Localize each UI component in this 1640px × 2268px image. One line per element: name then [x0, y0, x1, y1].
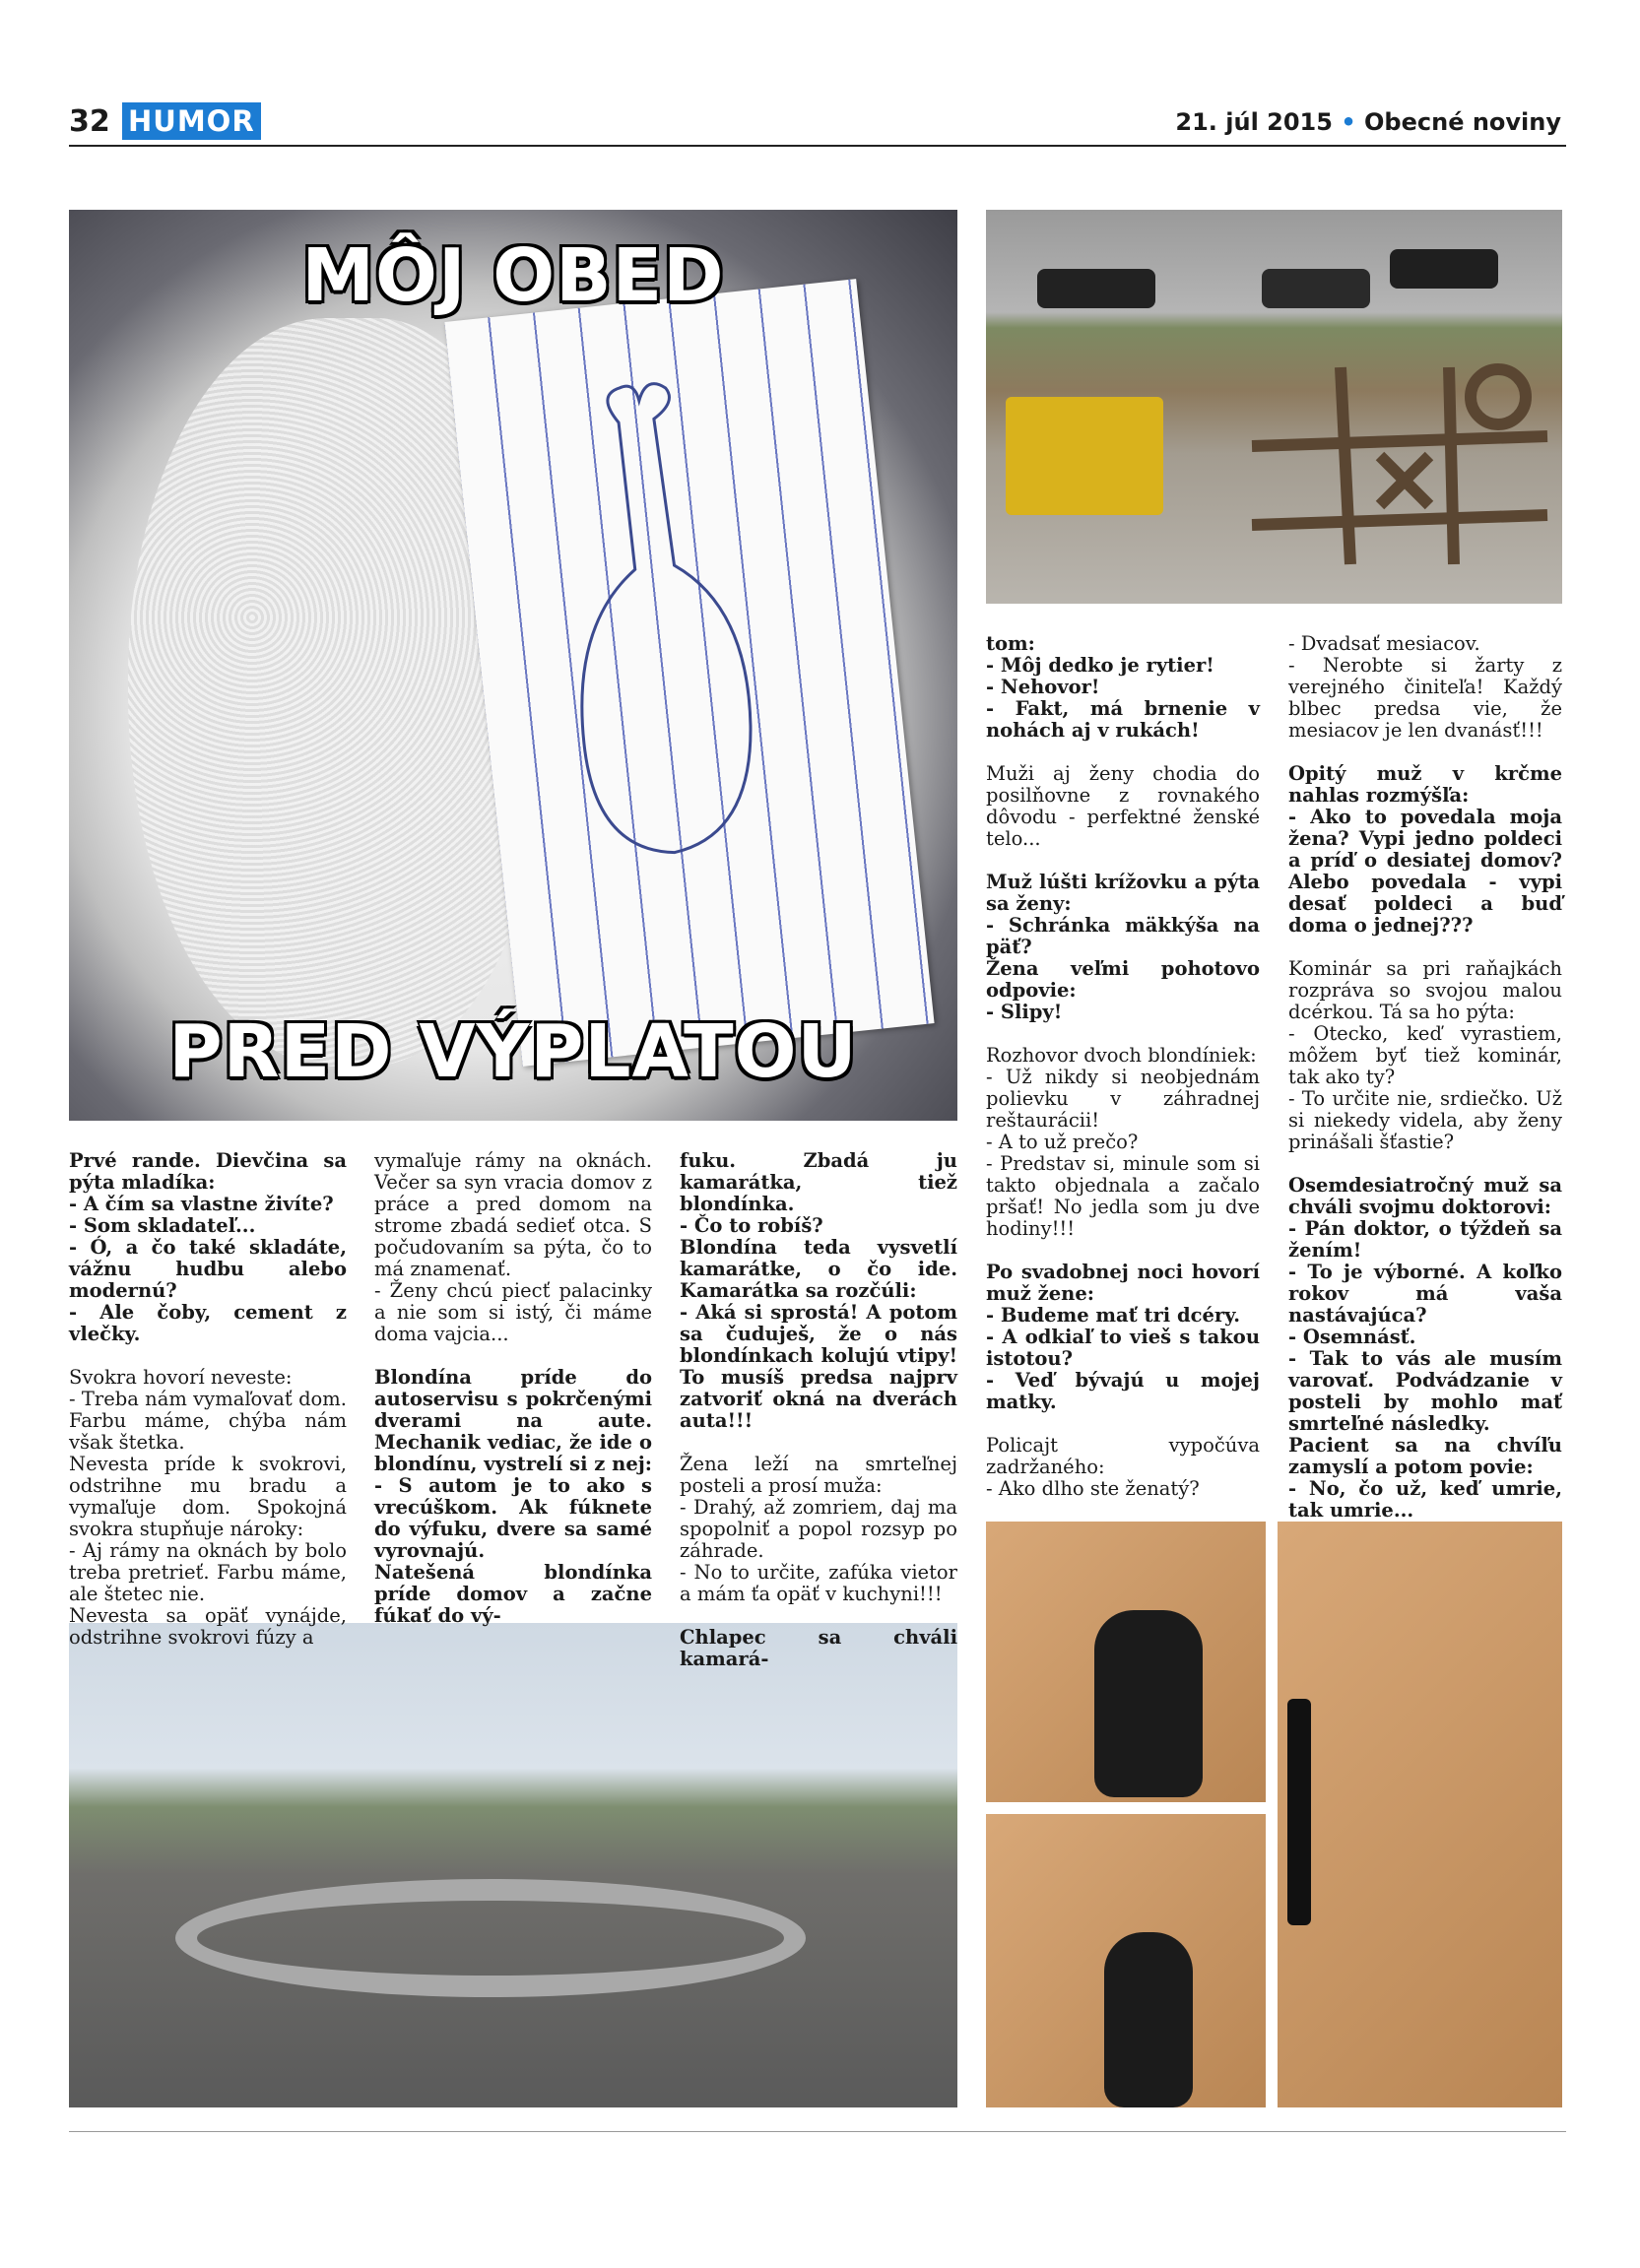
- feet-collage-photo: [986, 1522, 1562, 2107]
- car-shape: [1037, 269, 1155, 308]
- joke-paragraph: [680, 1454, 957, 1605]
- meme-top-caption: MÔJ OBED: [301, 233, 725, 318]
- text-line: - Aj rámy na oknách by bolo treba pretrieť. Farbu máme, ale štetec nie.: [69, 1539, 347, 1605]
- text-line: - Osemnásť.: [1288, 1326, 1416, 1348]
- joke-paragraph: [986, 1045, 1260, 1240]
- text-line: Policajt vypočúva zadržaného:: [986, 1434, 1260, 1478]
- joke-paragraph: [1288, 763, 1562, 937]
- text-line: - Ženy chcú piecť palacinky a nie som si istý, či máme doma vajcia...: [374, 1279, 652, 1345]
- cart-ring-shape: [175, 1879, 806, 1997]
- chicken-leg-drawing: [444, 279, 934, 1067]
- text-line: Nevesta príde k svokrovi, odstrihne mu bradu a vymaľuje dom. Spokojná svokra stupňuje nároky:: [69, 1453, 347, 1540]
- thumb-up-sock-photo: [986, 1814, 1266, 2107]
- joke-paragraph: [986, 872, 1260, 1023]
- hand-sock-photo: [986, 1522, 1266, 1802]
- text-line: - No, čo už, keď umrie, tak umrie...: [1288, 1477, 1562, 1522]
- text-line: Chlapec sa chváli kamará-: [680, 1626, 957, 1670]
- text-line: - To určite nie, srdiečko. Už si niekedy videla, aby ženy prinášali šťastie?: [1288, 1087, 1562, 1153]
- shopping-carts-ring-photo: [69, 1623, 957, 2107]
- page-number: 32: [69, 104, 110, 139]
- joke-paragraph: [986, 1435, 1260, 1500]
- text-line: - Dvadsať mesiacov.: [1288, 632, 1480, 655]
- excavator-tictactoe-photo: [986, 210, 1562, 604]
- text-column-2: [374, 1150, 652, 1649]
- joke-paragraph: [680, 1150, 957, 1432]
- text-line: - Schránka mäkkýša na päť?: [986, 914, 1260, 958]
- text-line: Blondína príde do autoservisu s pokrčenými dverami na aute. Mechanik vediac, že ide o blondínu, vystrelí si z nej:: [374, 1366, 653, 1475]
- car-shape: [1390, 249, 1498, 289]
- text-line: Nevesta sa opäť vynájde, odstrihne svokrovi fúzy a: [69, 1604, 347, 1649]
- text-line: Žena veľmi pohotovo odpovie:: [986, 957, 1260, 1002]
- bare-foot-marker-photo: [1278, 1522, 1562, 2107]
- text-line: - Slipy!: [986, 1001, 1063, 1023]
- text-line: fuku. Zbadá ju kamarátka, tiež blondínka.: [680, 1149, 957, 1215]
- black-sock-shape: [1104, 1932, 1193, 2107]
- separator-bullet: •: [1341, 108, 1356, 136]
- text-line: - Som skladateľ...: [69, 1214, 256, 1237]
- text-line: - Pán doktor, o týždeň sa žením!: [1288, 1217, 1562, 1262]
- text-line: - Ó, a čo také skladáte, vážnu hudbu alebo modernú?: [69, 1236, 347, 1302]
- text-line: Natešená blondínka príde domov a začne fúkať do vý-: [374, 1561, 652, 1627]
- text-line: vymaľuje rámy na oknách. Večer sa syn vracia domov z práce a pred domom na strome zbadá sedieť otca. S počudovaním sa pýta, čo to má znamenať.: [374, 1149, 652, 1280]
- text-line: - Veď bývajú u mojej matky.: [986, 1369, 1260, 1413]
- marker-pen-shape: [1287, 1699, 1311, 1925]
- text-line: - Fakt, má brnenie v nohách aj v rukách!: [986, 697, 1260, 742]
- text-line: Osemdesiatročný muž sa chváli svojmu doktorovi:: [1288, 1174, 1562, 1218]
- text-line: Kominár sa pri raňajkách rozpráva so svojou malou dcérkou. Tá sa ho pýta:: [1288, 957, 1562, 1023]
- text-line: - Predstav si, minule som si takto objednala a začalo pršať! No jedla som ju dve hodiny!!!: [986, 1152, 1260, 1240]
- meme-photo: [69, 210, 957, 1121]
- text-column-1: [69, 1150, 347, 1670]
- text-line: - Drahý, až zomriem, daj ma spopolniť a popol rozsyp po záhrade.: [680, 1496, 957, 1562]
- text-column-4: [986, 633, 1260, 1522]
- text-column-5: [1288, 633, 1562, 1543]
- excavator-shape: [1006, 397, 1163, 515]
- text-line: Prvé rande. Dievčina sa pýta mladíka:: [69, 1149, 347, 1194]
- text-line: - To je výborné. A koľko rokov má vaša nastávajúca?: [1288, 1261, 1562, 1327]
- joke-paragraph: [986, 1262, 1260, 1413]
- text-line: - Budeme mať tri dcéry.: [986, 1304, 1241, 1327]
- text-line: - Ako to povedala moja žena? Vypi jedno poldeci a príď o desiatej domov? Alebo povedala - vypi desať poldeci a buď doma o jednej???: [1288, 806, 1562, 937]
- black-sock-shape: [1094, 1610, 1203, 1797]
- text-line: Žena leží na smrteľnej posteli a prosí muža:: [680, 1453, 957, 1497]
- text-line: - Ale čoby, cement z vlečky.: [69, 1301, 347, 1345]
- text-line: - Tak to vás ale musím varovať. Podvádzanie v posteli by mohlo mať smrteľné následky.: [1288, 1347, 1562, 1435]
- text-line: - No to určite, zafúka vietor a mám ťa opäť v kuchyni!!!: [680, 1561, 957, 1605]
- joke-paragraph: [69, 1367, 347, 1649]
- text-line: Svokra hovorí neveste:: [69, 1366, 293, 1389]
- meme-bottom-caption: PRED VÝPLATOU: [168, 1009, 858, 1094]
- text-line: Blondína teda vysvetlí kamarátke, o čo ide. Kamarátka sa rozčúli:: [680, 1236, 957, 1302]
- text-line: - A to už prečo?: [986, 1131, 1139, 1153]
- joke-paragraph: [69, 1150, 347, 1345]
- tictactoe-grid-drawing: [1232, 357, 1557, 574]
- drawn-chicken-leg-paper: [444, 279, 934, 1067]
- joke-paragraph: [374, 1150, 652, 1345]
- text-line: Rozhovor dvoch blondíniek:: [986, 1044, 1257, 1067]
- text-line: - Nerobte si žarty z verejného činiteľa! Každý blbec predsa vie, že mesiacov je len dvanásť!!!: [1288, 654, 1562, 742]
- text-line: Pacient sa na chvíľu zamyslí a potom povie:: [1288, 1434, 1562, 1478]
- footer-rule: [69, 2131, 1566, 2132]
- joke-paragraph: [1288, 633, 1562, 742]
- joke-paragraph: [986, 633, 1260, 742]
- text-line: - Čo to robíš?: [680, 1214, 823, 1237]
- joke-paragraph: [986, 763, 1260, 850]
- text-line: - Ako dlho ste ženatý?: [986, 1477, 1200, 1500]
- section-label: HUMOR: [122, 102, 261, 140]
- issue-date: 21. júl 2015: [1175, 108, 1333, 136]
- text-line: - A čím sa vlastne živíte?: [69, 1193, 334, 1215]
- text-line: Muži aj ženy chodia do posilňovne z rovnakého dôvodu - perfektné ženské telo...: [986, 762, 1260, 850]
- joke-paragraph: [374, 1367, 652, 1627]
- text-line: - Otecko, keď vyrastiem, môžem byť tiež kominár, tak ako ty?: [1288, 1022, 1562, 1088]
- text-line: - Už nikdy si neobjednám polievku v záhradnej reštaurácii!: [986, 1066, 1260, 1132]
- text-line: - Treba nám vymaľovať dom. Farbu máme, chýba nám však štetka.: [69, 1388, 347, 1454]
- car-shape: [1262, 269, 1370, 308]
- text-line: tom:: [986, 632, 1035, 655]
- text-line: Muž lúšti krížovku a pýta sa ženy:: [986, 871, 1260, 915]
- joke-paragraph: [1288, 958, 1562, 1153]
- header-rule: [69, 145, 1566, 147]
- text-line: Po svadobnej noci hovorí muž žene:: [986, 1261, 1260, 1305]
- publication-name: Obecné noviny: [1364, 108, 1561, 136]
- text-line: Opitý muž v krčme nahlas rozmýšľa:: [1288, 762, 1562, 807]
- text-line: - Môj dedko je rytier!: [986, 654, 1214, 677]
- text-line: - A odkiaľ to vieš s takou istotou?: [986, 1326, 1260, 1370]
- joke-paragraph: [1288, 1175, 1562, 1522]
- text-line: - Nehovor!: [986, 676, 1100, 698]
- text-line: - Aká si sprostá! A potom sa čuduješ, že o nás blondínkach kolujú vtipy! To musíš predsa najprv zatvoriť okná na dverách auta!!!: [680, 1301, 957, 1432]
- text-column-3: [680, 1150, 957, 1692]
- issue-info: [1175, 108, 1561, 136]
- joke-paragraph: [680, 1627, 957, 1670]
- text-line: - S autom je to ako s vrecúškom. Ak fúknete do výfuku, dvere sa samé vyrovnajú.: [374, 1474, 652, 1562]
